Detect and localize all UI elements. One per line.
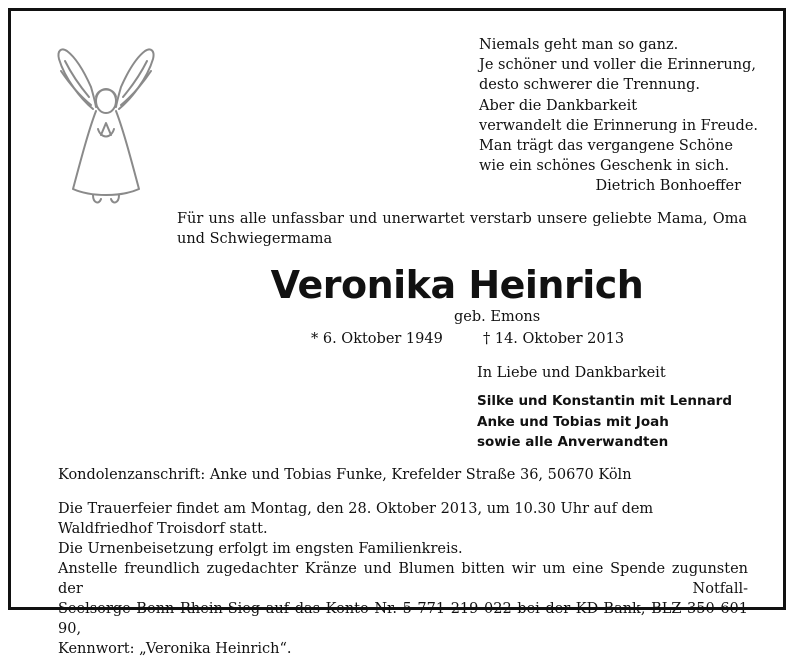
condolence-address: Kondolenzanschrift: Anke und Tobias Funke, Krefelder Straße 36, 50670 Köln [58, 467, 632, 483]
poem-line: Aber die Dankbarkeit [479, 97, 638, 114]
poem-line: Niemals geht man so ganz. [479, 37, 679, 53]
poem-line: desto schwerer die Trennung. [479, 77, 700, 94]
birth-date: * 6. Oktober 1949 [311, 331, 443, 347]
intro-text: Für uns alle unfassbar und unerwartet verstarb unsere geliebte Mama, Oma und Schwiegermama [177, 211, 747, 247]
info-line: Seelsorge Bonn Rhein-Sieg auf das Konto Nr. 5 771 219 022 bei der KD-Bank, BLZ 350 601 90, [58, 601, 748, 637]
poem-line: wie ein schönes Geschenk in sich. [479, 158, 730, 175]
info-line: Die Urnenbeisetzung erfolgt im engsten Familienkreis. [58, 541, 463, 557]
angel-icon [51, 39, 161, 214]
deceased-name-row [11, 263, 783, 307]
info-line: Die Trauerfeier findet am Montag, den 28. Oktober 2013, um 10.30 Uhr auf dem Waldfriedhof Troisdorf statt. [58, 501, 654, 537]
love-line: In Liebe und Dankbarkeit [477, 365, 666, 381]
poem [479, 35, 759, 197]
poem-author: Dietrich Bonhoeffer [595, 178, 741, 195]
mourners-list [477, 391, 732, 453]
mourner: sowie alle Anverwandten [477, 434, 669, 450]
deceased-name: Veronika Heinrich [270, 263, 644, 307]
poem-line: Man trägt das vergangene Schöne [479, 138, 733, 155]
death-date: † 14. Oktober 2013 [483, 331, 625, 347]
maiden-name: geb. Emons [454, 309, 541, 325]
funeral-info [58, 499, 748, 659]
info-line: Anstelle freundlich zugedachter Kränze und Blumen bitten wir um eine Spende zugunsten der Notfall- [58, 561, 748, 597]
poem-line: Je schöner und voller die Erinnerung, [479, 57, 757, 74]
mourner: Anke und Tobias mit Joah [477, 413, 669, 430]
poem-line: verwandelt die Erinnerung in Freude. [479, 117, 759, 134]
obituary-frame [8, 8, 786, 657]
mourner: Silke und Konstantin mit Lennard [477, 393, 733, 409]
info-line: Kennwort: „Veronika Heinrich“. [58, 641, 292, 657]
